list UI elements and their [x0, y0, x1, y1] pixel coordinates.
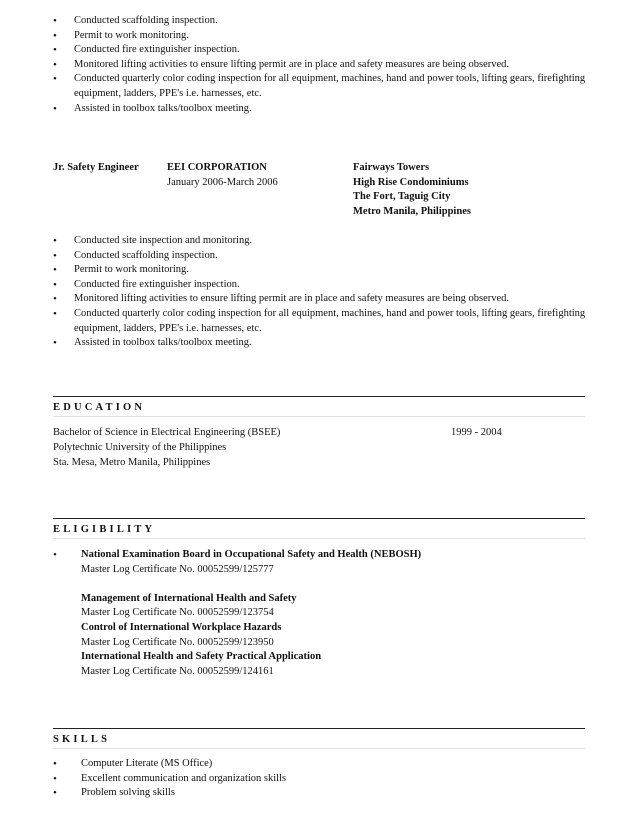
eligibility-name: International Health and Safety Practical Application — [81, 651, 322, 663]
eligibility-cert: Master Log Certificate No. 00052599/125777 — [81, 563, 274, 575]
list-item: • Conducted scaffolding inspection. — [53, 249, 593, 264]
list-item: • Conducted site inspection and monitoring. — [53, 234, 593, 249]
education-school: Polytechnic University of the Philippines — [53, 442, 227, 453]
job2-duties-list — [53, 234, 593, 351]
section-divider — [53, 518, 585, 519]
eligibility-cert: Master Log Certificate No. 00052599/123950 — [81, 636, 274, 648]
education-heading: EDUCATION — [53, 402, 146, 413]
eligibility-name: Control of International Workplace Hazards — [81, 621, 282, 633]
job2-location-line: Metro Manila, Philippines — [353, 205, 471, 217]
eligibility-heading: ELIGIBILITY — [53, 524, 156, 535]
list-item: • Computer Literate (MS Office) — [53, 757, 593, 772]
job1-duties-list — [53, 14, 593, 116]
list-item: • Permit to work monitoring. — [53, 263, 593, 278]
job2-company: EEI CORPORATION — [167, 162, 267, 173]
list-item: • Monitored lifting activities to ensure lifting permit are in place and safety measures are being observed. — [53, 58, 593, 73]
list-item: • Monitored lifting activities to ensure lifting permit are in place and safety measures are being observed. — [53, 292, 593, 307]
list-item: • Assisted in toolbox talks/toolbox meeting. — [53, 102, 593, 117]
eligibility-name: National Examination Board in Occupational Safety and Health (NEBOSH) — [81, 549, 422, 560]
education-degree: Bachelor of Science in Electrical Engineering (BSEE) — [53, 427, 281, 438]
list-item: • Conducted quarterly color coding inspection for all equipment, machines, hand and power tools, lifting gears, firefighting equipment, ladders, PPE's i.e. harnesses, etc. — [53, 307, 593, 336]
eligibility-name: Management of International Health and Safety — [81, 592, 297, 604]
list-item: • Conducted fire extinguisher inspection. — [53, 278, 593, 293]
list-item: • Conducted fire extinguisher inspection. — [53, 43, 593, 58]
list-item: • Permit to work monitoring. — [53, 29, 593, 44]
section-divider — [53, 416, 585, 417]
section-divider — [53, 396, 585, 397]
education-years: 1999 - 2004 — [451, 427, 502, 438]
job2-title: Jr. Safety Engineer — [53, 162, 139, 173]
eligibility-list — [53, 548, 593, 679]
eligibility-cert: Master Log Certificate No. 00052599/124161 — [81, 665, 274, 677]
list-item: • Excellent communication and organization skills — [53, 772, 593, 787]
list-item: • Conducted quarterly color coding inspection for all equipment, machines, hand and power tools, lifting gears, firefighting equipment, ladders, PPE's i.e. harnesses, etc. — [53, 72, 593, 101]
skills-list — [53, 757, 593, 801]
job2-location-line: High Rise Condominiums — [353, 176, 469, 188]
section-divider — [53, 538, 585, 539]
list-item: • Conducted scaffolding inspection. — [53, 14, 593, 29]
section-divider — [53, 728, 585, 729]
list-item: • Assisted in toolbox talks/toolbox meeting. — [53, 336, 593, 351]
bullet-icon: • — [53, 549, 57, 561]
list-item: • Problem solving skills — [53, 786, 593, 801]
section-divider — [53, 748, 585, 749]
job2-location — [353, 161, 471, 219]
list-item — [53, 548, 593, 679]
eligibility-cert: Master Log Certificate No. 00052599/123754 — [81, 607, 274, 619]
job2-dates: January 2006-March 2006 — [167, 177, 278, 188]
education-location: Sta. Mesa, Metro Manila, Philippines — [53, 457, 211, 468]
job2-location-line: The Fort, Taguig City — [353, 191, 451, 203]
job2-location-line: Fairways Towers — [353, 162, 430, 173]
skills-heading: SKILLS — [53, 734, 111, 745]
